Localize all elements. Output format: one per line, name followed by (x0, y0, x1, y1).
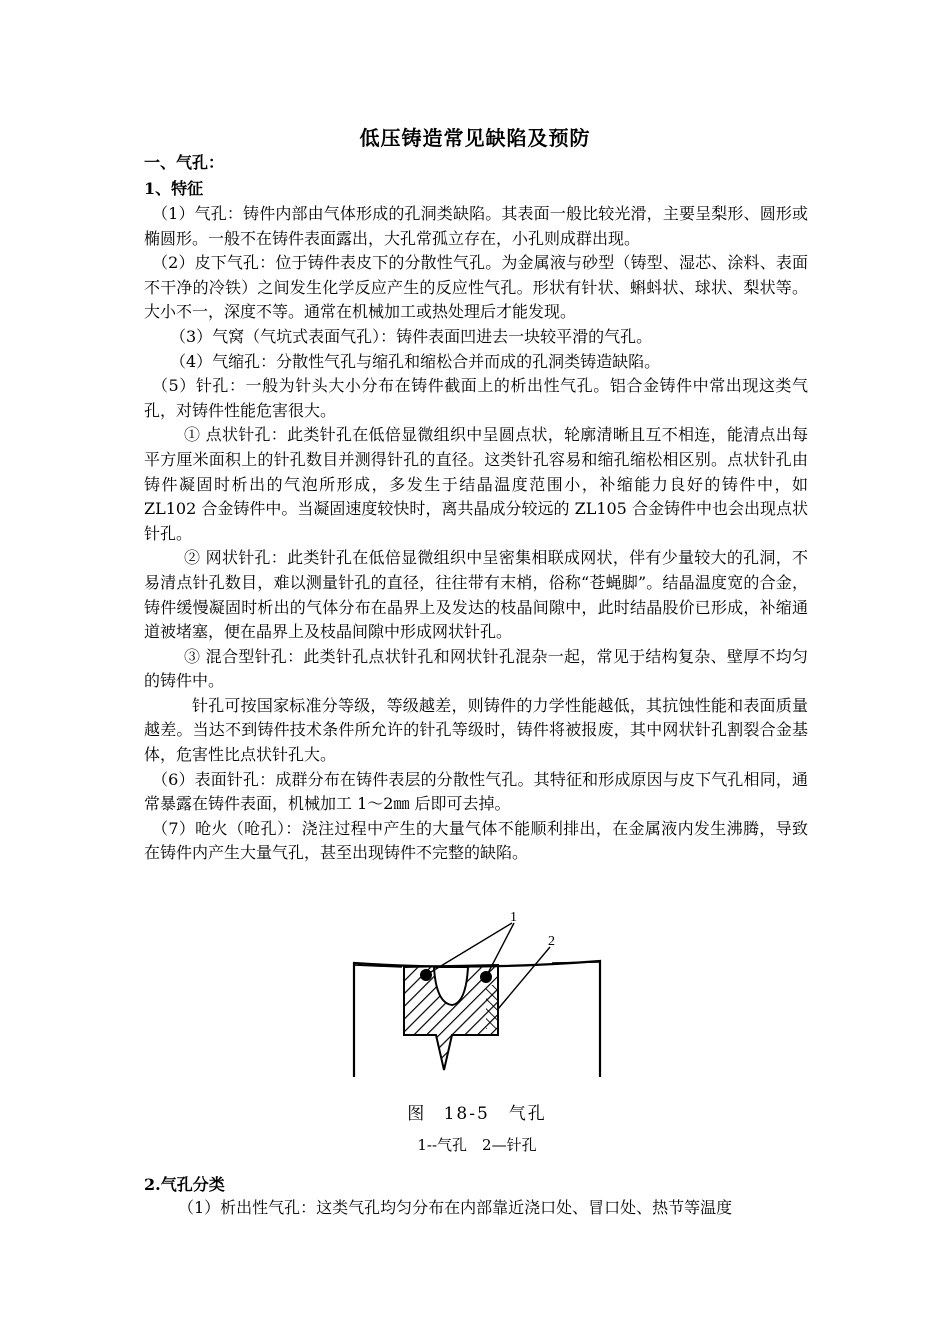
paragraph: （1）气孔：铸件内部由气体形成的孔洞类缺陷。其表面一般比较光滑，主要呈梨形、圆形或椭圆形。一般不在铸件表面露出，大孔常孤立存在，小孔则成群出现。 (144, 204, 808, 248)
paragraph: （4）气缩孔：分散性气孔与缩孔和缩松合并而成的孔洞类铸造缺陷。 (170, 351, 661, 371)
paragraph: （7）呛火（呛孔）：浇注过程中产生的大量气体不能顺利排出，在金属液内发生沸腾，导致在铸件内产生大量气孔，甚至出现铸件不完整的缺陷。 (144, 818, 808, 863)
document-title: 低压铸造常见缺陷及预防 (359, 126, 591, 150)
paragraph: 针孔可按国家标准分等级，等级越差，则铸件的力学性能越低，其抗蚀性能和表面质量越差。当达不到铸件技术条件所允许的针孔等级时，铸件将被报废，其中网状针孔割裂合金基体，危害性比点状针孔大。 (144, 695, 808, 765)
figure-legend: 1--气孔 2—针孔 (417, 1136, 537, 1154)
figure-caption: 图 18-5 气孔 (407, 1104, 547, 1124)
section-heading-pores: 一、气孔： (144, 153, 225, 172)
figure-label-1: 1 (510, 910, 517, 925)
pore-diagram (352, 905, 602, 1095)
paragraph: （6）表面针孔：成群分布在铸件表层的分散性气孔。其特征和形成原因与皮下气孔相同，通常暴露在铸件表面，机械加工 1～2㎜ 后即可去掉。 (144, 769, 808, 814)
paragraph: ③ 混合型针孔：此类针孔点状针孔和网状针孔混杂一起，常见于结构复杂、壁厚不均匀的铸件中。 (144, 646, 808, 691)
section-body (144, 202, 808, 866)
paragraph: （1）析出性气孔：这类气孔均匀分布在内部靠近浇口处、冒口处、热节等温度 (178, 1198, 733, 1217)
sub-heading-features: 1、特征 (144, 179, 204, 198)
paragraph: ① 点状针孔：此类针孔在低倍显微组织中呈圆点状，轮廓清晰且互不相连，能清点出每平方厘米面积上的针孔数目并测得针孔的直径。这类针孔容易和缩孔缩松相区别。点状针孔由铸件凝固时析出的气泡所形成，多发生于结晶温度范围小，补缩能力良好的铸件中，如 ZL102 合金铸件中。当凝固速度较快时，离共晶成分较远的 ZL105 合金铸件中也会出现点状 针孔。 (144, 425, 808, 543)
paragraph: （5）针孔：一般为针头大小分布在铸件截面上的析出性气孔。铝合金铸件中常出现这类气孔，对铸件性能危害很大。 (144, 376, 808, 420)
paragraph: （3）气窝（气坑式表面气孔）：铸件表面凹进去一块较平滑的气孔。 (170, 326, 653, 346)
paragraph: （2）皮下气孔：位于铸件表皮下的分散性气孔。为金属液与砂型（铸型、湿芯、涂料、表面不干净的冷铁）之间发生化学反应产生的反应性气孔。形状有针状、蝌蚪状、球状、梨状等。大小不一，深度不等。通常在机械加工或热处理后才能发现。 (144, 253, 808, 322)
figure-18-5 (352, 905, 602, 1167)
paragraph: ② 网状针孔：此类针孔在低倍显微组织中呈密集相联成网状，伴有少量较大的孔洞，不易清点针孔数目，难以测量针孔的直径，往往带有末梢，俗称“苍蝇脚”。结晶温度宽的合金，铸件缓慢凝固时析出的气体分布在晶界上及发达的枝晶间隙中，此时结晶股价已形成，补缩通道被堵塞，便在晶界上及枝晶间隙中形成网状针孔。 (144, 548, 808, 642)
section-heading-classification: 2.气孔分类 (144, 1175, 225, 1194)
figure-label-2: 2 (548, 934, 555, 949)
